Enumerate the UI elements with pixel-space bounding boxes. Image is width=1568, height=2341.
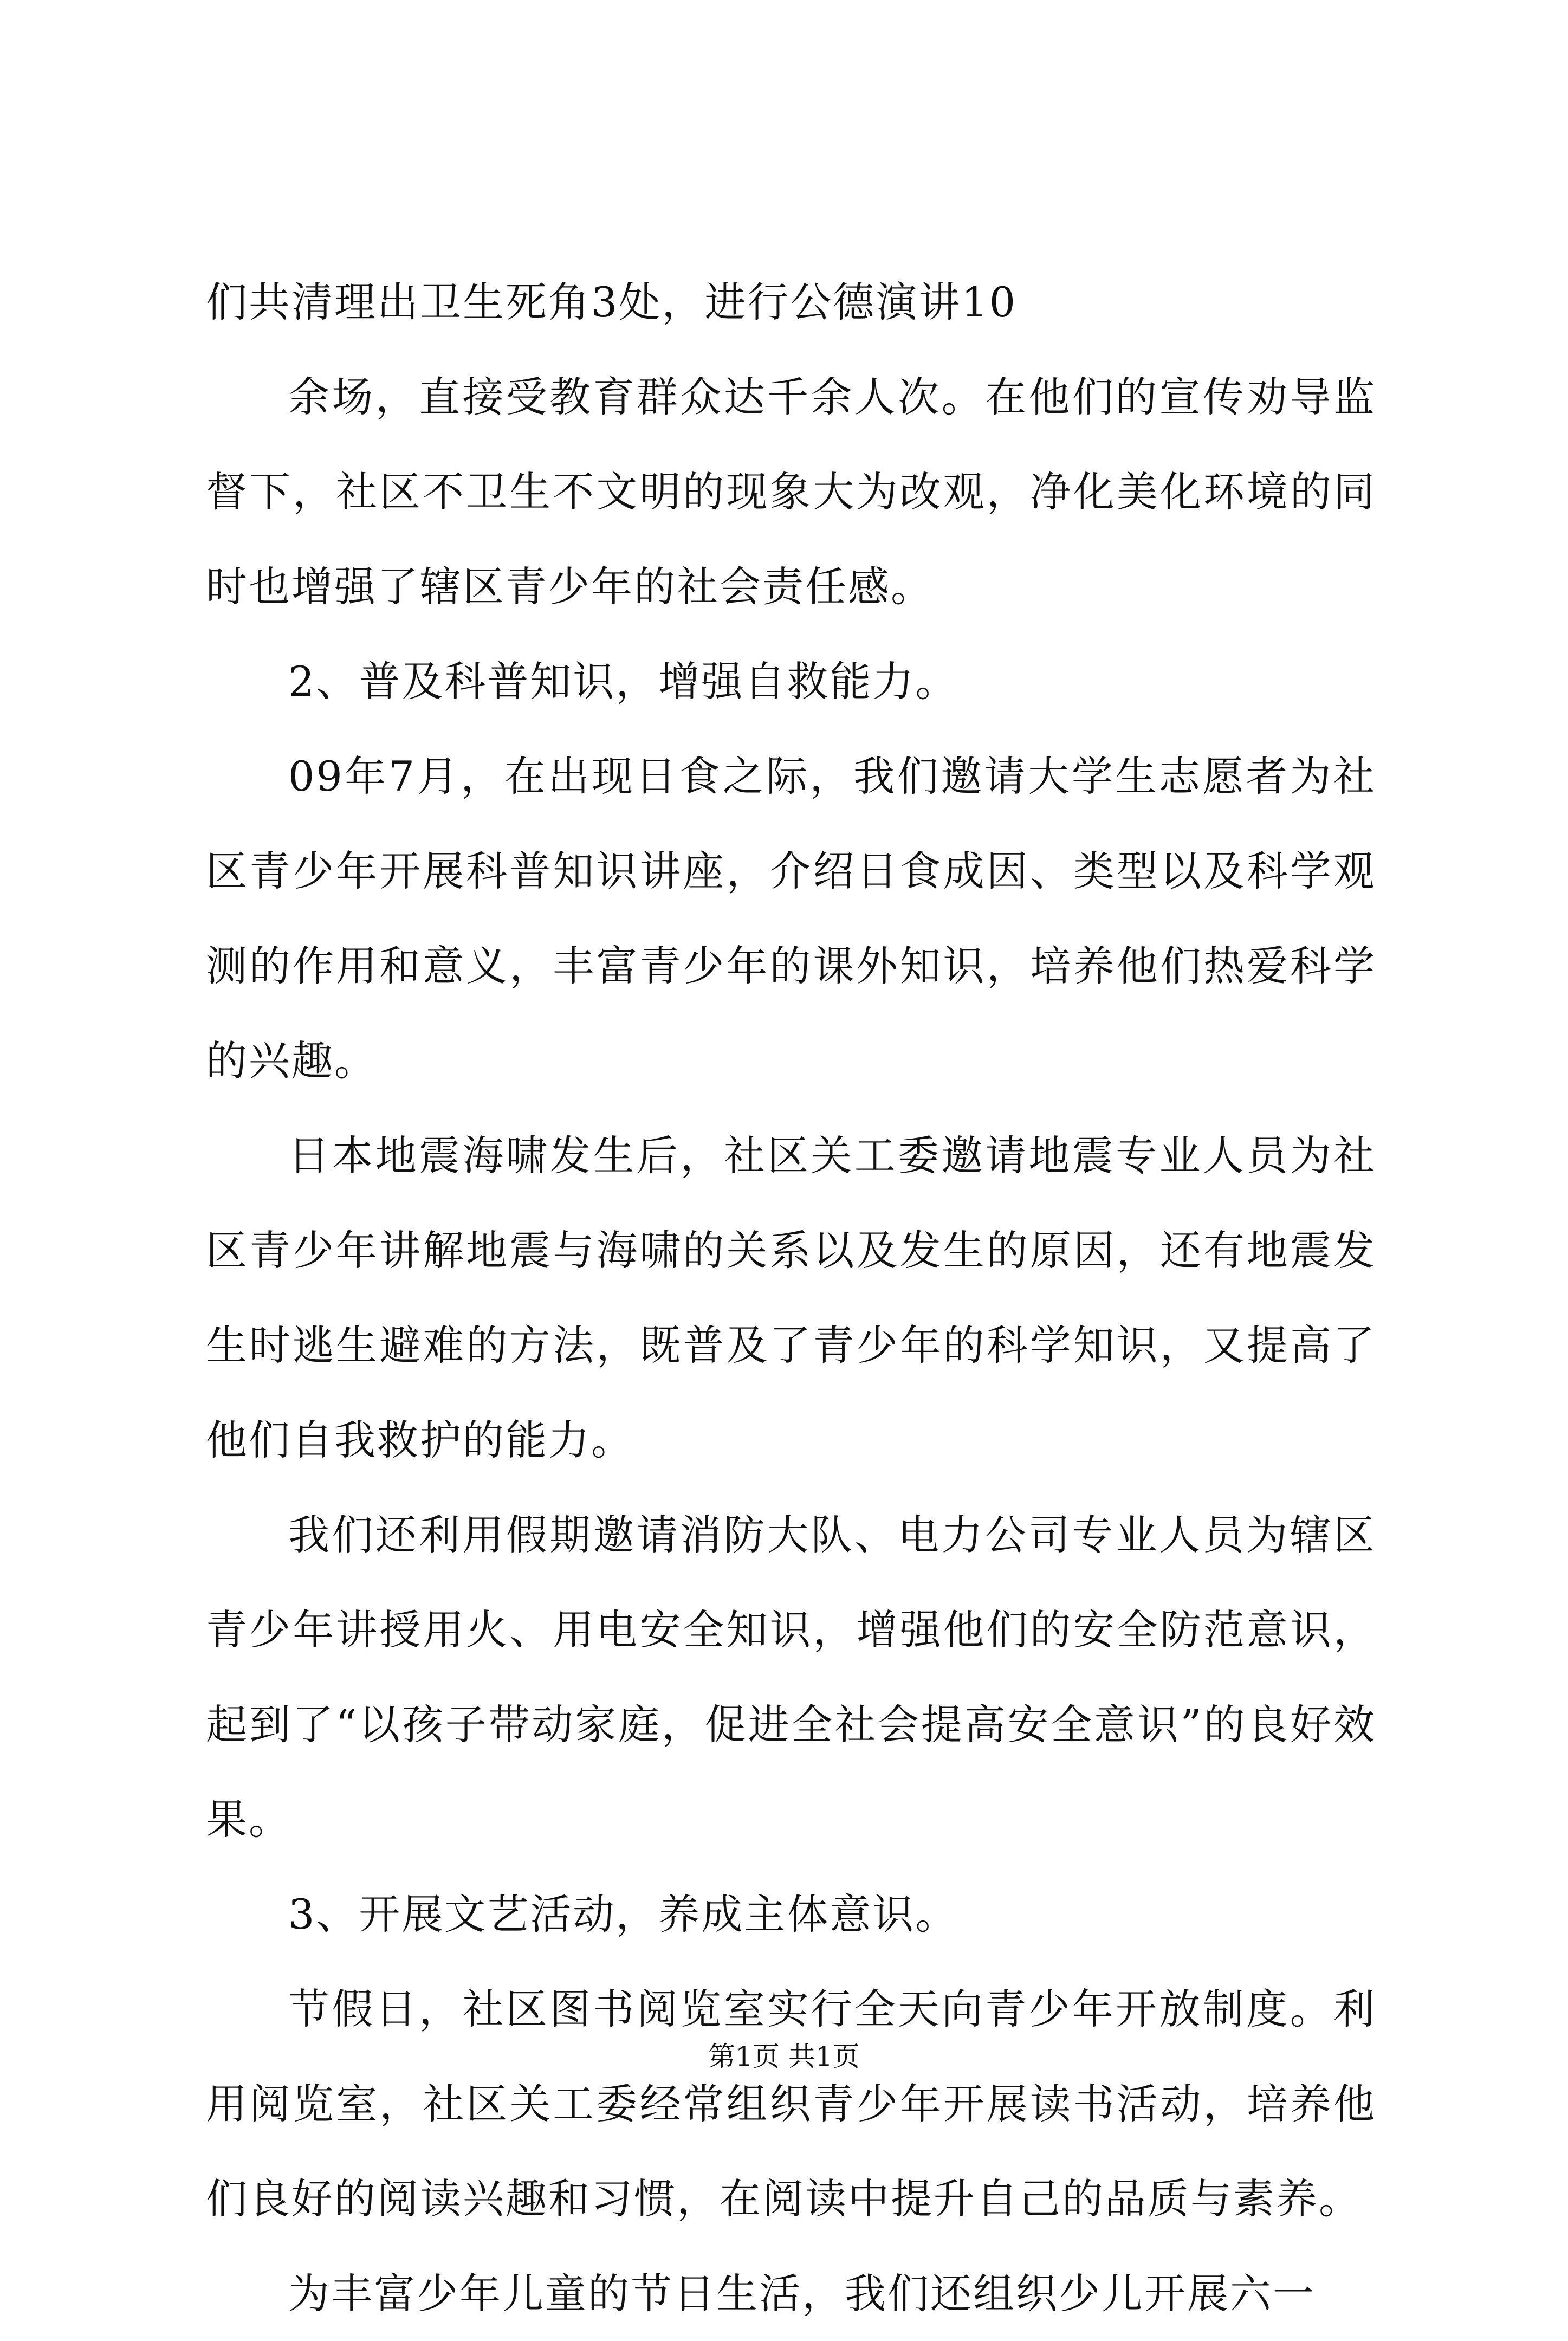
section-heading-3: 3、开展文艺活动，养成主体意识。 bbox=[288, 1890, 958, 1938]
paragraph-1: 们共清理出卫生死角3处，进行公德演讲10 bbox=[206, 278, 1018, 326]
paragraph-5: 我们还利用假期邀请消防大队、电力公司专业人员为辖区青少年讲授用火、用电安全知识，增强他们的安全防范意识，起到了“以孩子带动家庭，促进全社会提高安全意识”的良好效果。 bbox=[206, 1511, 1376, 1844]
document-body bbox=[206, 255, 1376, 2341]
paragraph-7: 为丰富少年儿童的节日生活，我们还组织少儿开展六一 bbox=[288, 2269, 1316, 2318]
paragraph-6: 节假日，社区图书阅览室实行全天向青少年开放制度。利用阅览室，社区关工委经常组织青少年开展读书活动，培养他们良好的阅读兴趣和习惯，在阅读中提升自己的品质与素养。 bbox=[206, 1985, 1376, 2223]
paragraph-4: 日本地震海啸发生后，社区关工委邀请地震专业人员为社区青少年讲解地震与海啸的关系以及发生的原因，还有地震发生时逃生避难的方法，既普及了青少年的科学知识，又提高了他们自我救护的能力。 bbox=[206, 1131, 1376, 1464]
section-heading-2: 2、普及科普知识，增强自救能力。 bbox=[288, 657, 958, 706]
page-number-footer: 第1页 共1页 bbox=[708, 2041, 860, 2072]
paragraph-2: 余场，直接受教育群众达千余人次。在他们的宣传劝导监督下，社区不卫生不文明的现象大为改观，净化美化环境的同时也增强了辖区青少年的社会责任感。 bbox=[206, 373, 1376, 611]
paragraph-3: 09年7月，在出现日食之际，我们邀请大学生志愿者为社区青少年开展科普知识讲座，介绍日食成因、类型以及科学观测的作用和意义，丰富青少年的课外知识，培养他们热爱科学的兴趣。 bbox=[206, 752, 1376, 1085]
